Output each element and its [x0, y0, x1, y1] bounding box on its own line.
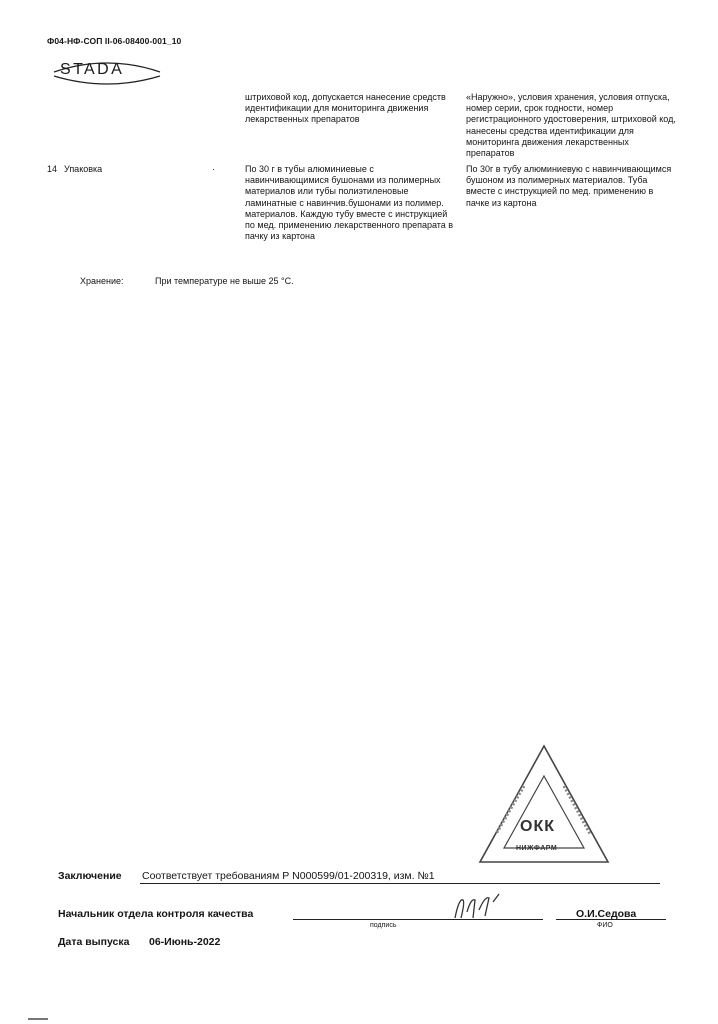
- storage-value: При температуре не выше 25 °С.: [155, 276, 294, 286]
- fio-name: О.И.Седова: [576, 908, 637, 920]
- prev-row-requirement: штриховой код, допускается нанесение средств идентификации для мониторинга движения лекарственных препаратов: [245, 92, 446, 125]
- row-requirement: По 30 г в тубы алюминиевые с навинчивающимися бушонами из полимерных материалов или тубы полиэтиленовые ламинатные с навинчив.бушонами из полимер. материалов. Каждую тубу вместе с инструкцией по мед. применению лекарственного препарата в пачку из картона: [245, 164, 454, 242]
- date-label: Дата выпуска: [58, 936, 130, 948]
- scan-mark: [28, 1018, 48, 1020]
- signature-caption: подпись: [370, 922, 397, 929]
- stada-logo: [52, 52, 162, 92]
- stamp-bottom-text: НИЖФАРМ: [516, 845, 558, 852]
- row-marker: ·: [212, 164, 215, 174]
- logo-text: STADA: [60, 61, 125, 78]
- conclusion-label: Заключение: [58, 870, 122, 882]
- stamp-center-text: ОКК: [520, 818, 555, 835]
- conclusion-underline: [140, 883, 660, 884]
- storage-label: Хранение:: [80, 276, 124, 286]
- signature-icon: [445, 888, 515, 924]
- date-value: 06-Июнь-2022: [149, 936, 221, 948]
- document-code: Ф04-НФ-СОП II-06-08400-001_10: [47, 36, 182, 46]
- row-result: По 30г в тубу алюминиевую с навинчивающимся бушоном из полимерных материалов. Туба вместе с инструкцией по мед. применению в пачке из картона: [466, 164, 672, 208]
- fio-caption: ФИО: [597, 922, 613, 929]
- conclusion-value: Соответствует требованиям Р N000599/01-200319, изм. №1: [142, 870, 435, 882]
- row-name: Упаковка: [64, 164, 103, 174]
- handwritten-signature: [445, 888, 515, 924]
- prev-row-result: «Наружно», условия хранения, условия отпуска, номер серии, срок годности, номер регистрационного удостоверения, штриховой код, нанесены средства идентификации для мониторинга движения лекарственных препаратов: [466, 92, 676, 159]
- position-label: Начальник отдела контроля качества: [58, 908, 254, 920]
- company-stamp: [472, 742, 612, 868]
- row-number: 14: [47, 164, 58, 174]
